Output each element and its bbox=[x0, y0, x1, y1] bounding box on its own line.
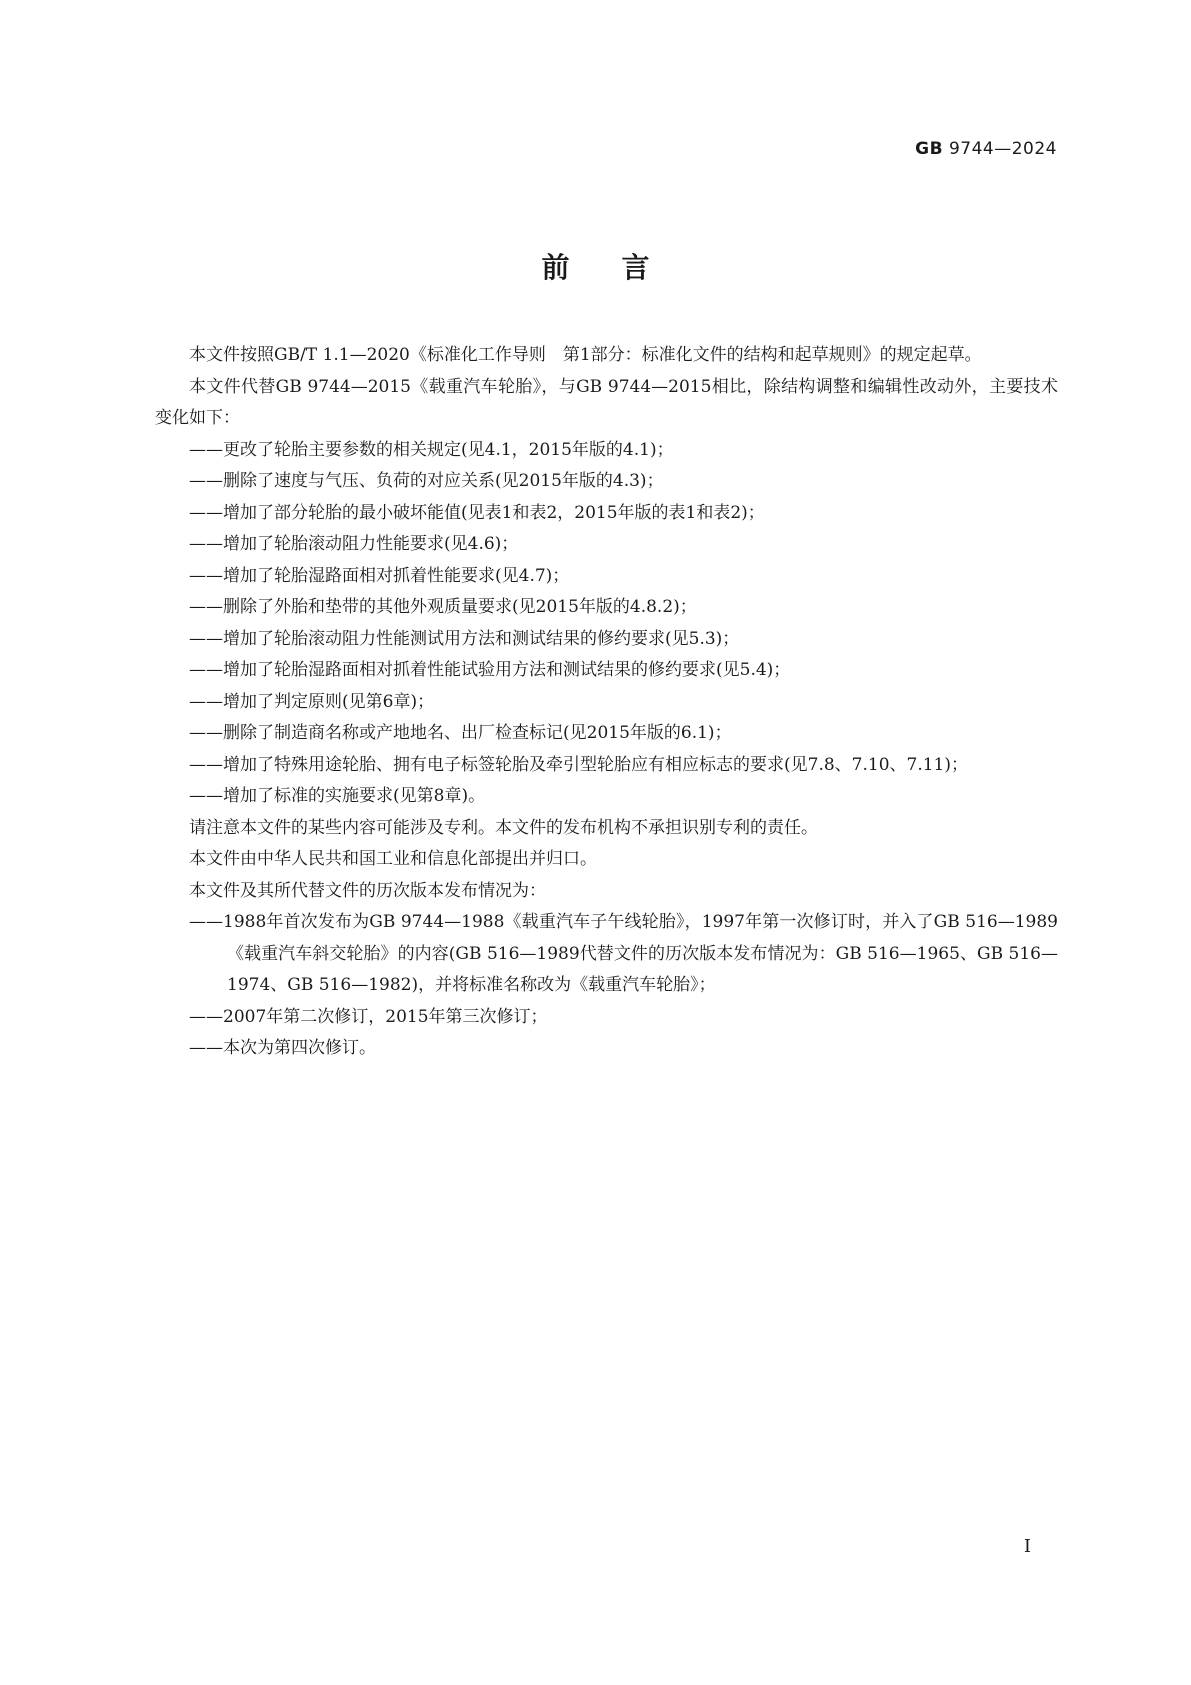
change-item: ——增加了轮胎滚动阻力性能要求(见4.6)； bbox=[189, 534, 519, 554]
change-item: ——删除了外胎和垫带的其他外观质量要求(见2015年版的4.8.2)； bbox=[189, 597, 697, 617]
page-number: I bbox=[1023, 1536, 1031, 1557]
standard-prefix: GB bbox=[915, 139, 944, 159]
change-item: ——更改了轮胎主要参数的相关规定(见4.1，2015年版的4.1)； bbox=[189, 439, 674, 460]
change-item: ——增加了判定原则(见第6章)； bbox=[189, 691, 435, 712]
foreword-body bbox=[155, 340, 1058, 1065]
page-title: 前言 bbox=[541, 251, 702, 284]
history-item: ——1988年首次发布为GB 9744—1988《载重汽车子午线轮胎》，1997年第一次修订时，并入了GB 516—1989《载重汽车斜交轮胎》的内容(GB 516—1989代替文件的历次版本发布情况为：GB 516—1965、GB 516—1974、GB 516—1982)，并将标准名称改为《载重汽车轮胎》； bbox=[189, 912, 1058, 995]
history-heading: 本文件及其所代替文件的历次版本发布情况为： bbox=[189, 880, 546, 901]
change-item: ——删除了制造商名称或产地地名、出厂检查标记(见2015年版的6.1)； bbox=[189, 723, 732, 743]
intro-paragraph: 本文件代替GB 9744—2015《载重汽车轮胎》，与GB 9744—2015相比，除结构调整和编辑性改动外，主要技术变化如下： bbox=[155, 376, 1058, 428]
intro-paragraph: 本文件按照GB/T 1.1—2020《标准化工作导则 第1部分：标准化文件的结构和起草规则》的规定起草。 bbox=[189, 345, 982, 365]
standard-code bbox=[915, 139, 1057, 159]
change-item: ——增加了部分轮胎的最小破坏能值(见表1和表2，2015年版的表1和表2)； bbox=[189, 502, 765, 523]
change-item: ——增加了特殊用途轮胎、拥有电子标签轮胎及牵引型轮胎应有相应标志的要求(见7.8、7.10、7.11)； bbox=[189, 754, 969, 775]
history-item: ——本次为第四次修订。 bbox=[189, 1038, 376, 1058]
change-item: ——增加了轮胎湿路面相对抓着性能试验用方法和测试结果的修约要求(见5.4)； bbox=[189, 660, 791, 680]
proposer-notice: 本文件由中华人民共和国工业和信息化部提出并归口。 bbox=[189, 849, 597, 869]
patent-notice: 请注意本文件的某些内容可能涉及专利。本文件的发布机构不承担识别专利的责任。 bbox=[189, 817, 818, 838]
change-item: ——删除了速度与气压、负荷的对应关系(见2015年版的4.3)； bbox=[189, 471, 664, 491]
change-item: ——增加了标准的实施要求(见第8章)。 bbox=[189, 786, 486, 806]
standard-number: 9744—2024 bbox=[948, 139, 1057, 159]
change-item: ——增加了轮胎滚动阻力性能测试用方法和测试结果的修约要求(见5.3)； bbox=[189, 628, 740, 649]
change-item: ——增加了轮胎湿路面相对抓着性能要求(见4.7)； bbox=[189, 565, 570, 586]
history-item: ——2007年第二次修订，2015年第三次修订； bbox=[189, 1006, 548, 1027]
